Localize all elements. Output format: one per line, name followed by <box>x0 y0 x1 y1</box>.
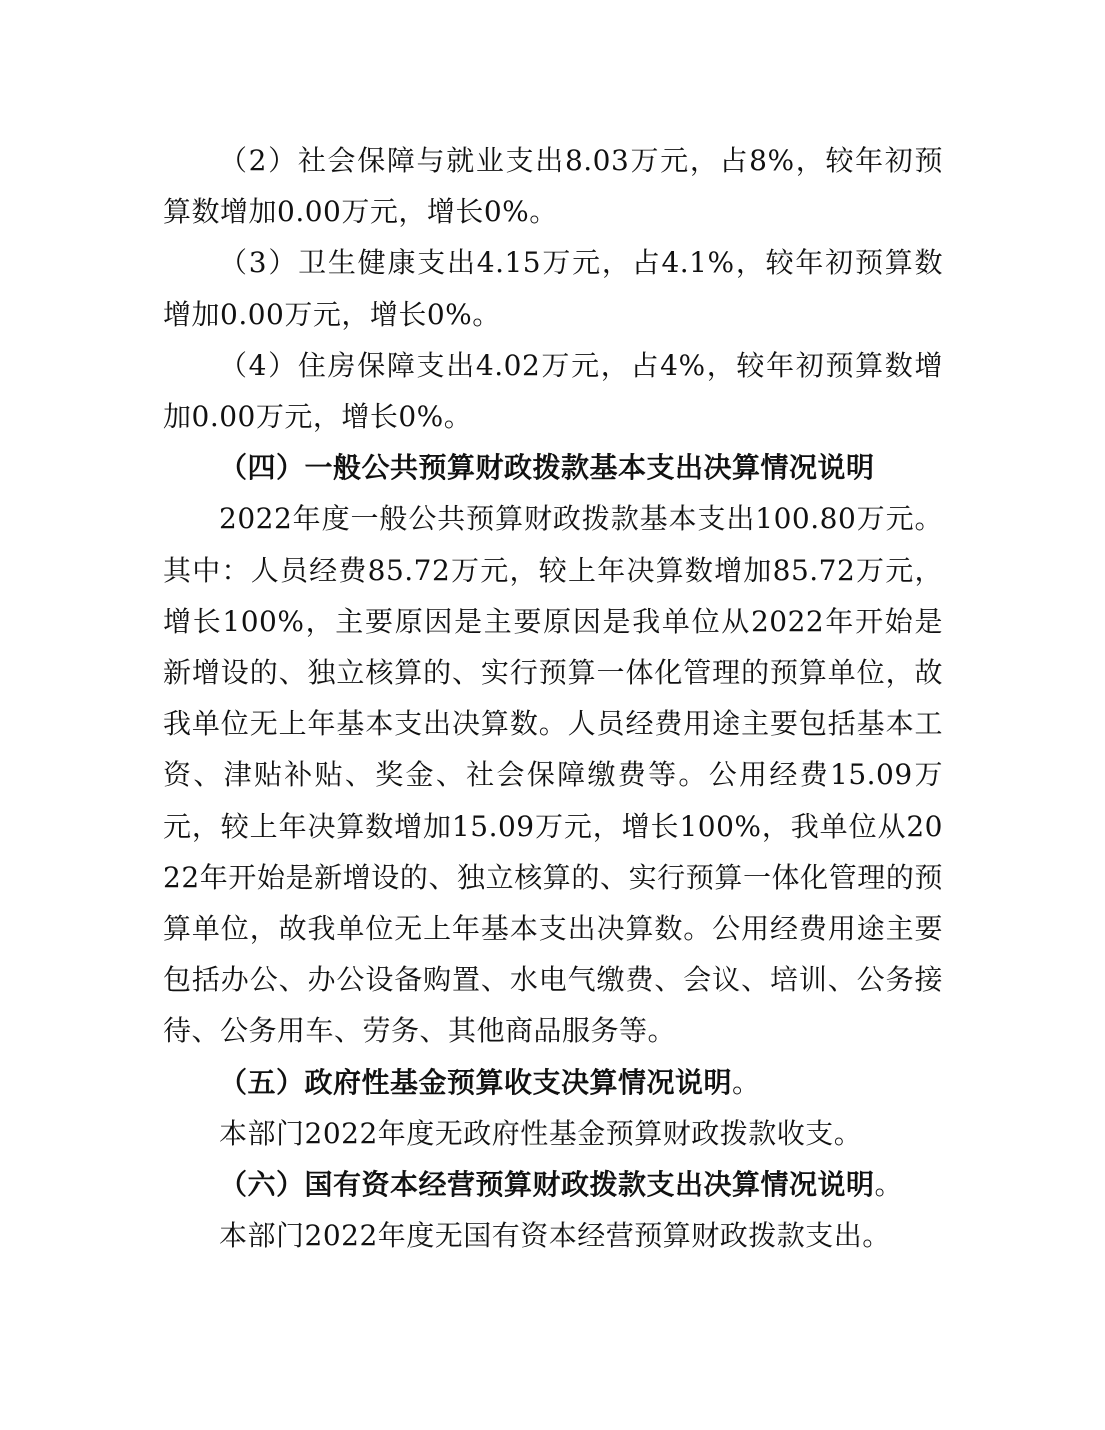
section-5-heading-text: （五）政府性基金预算收支决算情况说明 <box>219 1065 733 1099</box>
section-6-heading <box>163 1159 943 1210</box>
section-5-body: 本部门2022年度无政府性基金预算财政拨款收支。 <box>219 1116 863 1150</box>
section-4-heading-text: （四）一般公共预算财政拨款基本支出决算情况说明 <box>219 451 875 485</box>
section-6-heading-tail: 。 <box>874 1168 904 1202</box>
paragraph-health: （3）卫生健康支出4.15万元，占4.1%，较年初预算数增加0.00万元，增长0%。 <box>163 246 943 331</box>
section-6-body: 本部门2022年度无国有资本经营预算财政拨款支出。 <box>219 1219 891 1253</box>
paragraph-housing: （4）住房保障支出4.02万元，占4%，较年初预算数增加0.00万元，增长0%。 <box>163 348 943 434</box>
paragraph-social-security: （2）社会保障与就业支出8.03万元，占8%，较年初预算数增加0.00万元，增长0%。 <box>163 144 943 229</box>
section-4-heading <box>163 442 943 493</box>
section-4-body: 2022年度一般公共预算财政拨款基本支出100.80万元。其中：人员经费85.72万元，较上年决算数增加85.72万元，增长100%，主要原因是主要原因是我单位从2022年开始是新增设的、独立核算的、实行预算一体化管理的预算单位，故我单位无上年基本支出决算数。人员经费用途主要包括基本工资、津贴补贴、奖金、社会保障缴费等。公用经费15.09万元，较上年决算数增加15.09万元，增长100%，我单位从2022年开始是新增设的、独立核算的、实行预算一体化管理的预算单位，故我单位无上年基本支出决算数。公用经费用途主要包括办公、办公设备购置、水电气缴费、会议、培训、公务接待、公务用车、劳务、其他商品服务等。 <box>163 502 943 1048</box>
document-page <box>163 135 943 1261</box>
section-6-heading-text: （六）国有资本经营预算财政拨款支出决算情况说明 <box>219 1168 875 1202</box>
section-5-heading-tail: 。 <box>732 1065 761 1099</box>
section-5-heading <box>163 1057 943 1108</box>
